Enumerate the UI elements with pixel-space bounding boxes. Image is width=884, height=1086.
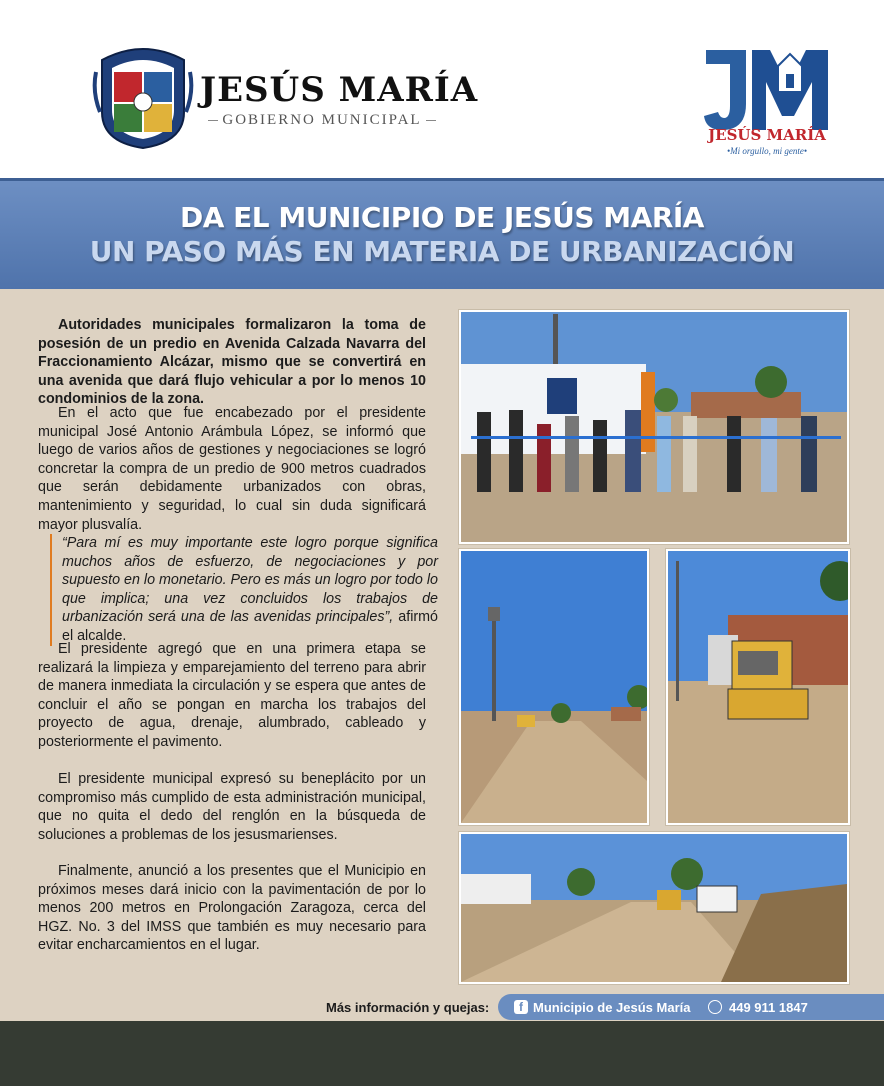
jm-logo-icon (700, 46, 834, 134)
quote-attribution: afirmó el alcalde. (62, 609, 438, 644)
whatsapp-number[interactable]: 449 911 1847 (729, 1000, 808, 1015)
article-lead: Autoridades municipales formalizaron la toma de posesión de un predio en Avenida Calzada Navarra del Fraccionamiento Alcázar, mismo que se convertirá en una avenida que dará flujo vehicular a por lo menos 10 condominios de la zona. (38, 317, 426, 408)
facebook-icon: f (514, 1000, 528, 1014)
photo-ribbon-cutting (459, 310, 849, 544)
article-paragraph: Finalmente, anunció a los presentes que el Municipio en próximos meses dará inicio con la pavimentación de por lo menos 200 metros en Prolongación Zaragoza, cerca del HGZ. No. 3 del IMSS que también es muy necesario para evitar encharcamientos en el lugar. (38, 863, 426, 954)
footer-band (0, 1021, 884, 1086)
brand-subtitle: GOBIERNO MUNICIPAL (212, 112, 432, 129)
headline-banner (0, 178, 884, 289)
article-paragraph: El presidente municipal expresó su beneplácito por un compromiso más cumplido de esta administración municipal, que no quita el dedo del renglón en la búsqueda de soluciones a problemas de los jesusmarienses. (38, 771, 426, 843)
header (0, 0, 884, 178)
headline-line-2: UN PASO MÁS EN MATERIA DE URBANIZACIÓN (89, 235, 795, 268)
jm-logo-tagline: •Mi orgullo, mi gente• (727, 146, 807, 156)
pull-quote (50, 534, 438, 646)
headline-line-1: DA EL MUNICIPIO DE JESÚS MARÍA (180, 201, 704, 234)
photo-road-antenna (459, 549, 649, 825)
article-paragraph: El presidente agregó que en una primera etapa se realizará la limpieza y emparejamiento del terreno para abrir de manera inmediata la circulación y se espera que antes de concluir el año se pongan en marcha los trabajos del proyecto de agua, drenaje, alumbrado, cableado y posteriormente el pavimento. (38, 641, 426, 750)
article-paragraph: En el acto que fue encabezado por el presidente municipal José Antonio Arámbula López, se informó que luego de varios años de gestiones y negociaciones se logró concretar la compra de un predio de 900 metros cuadrados que serán debidamente urbanizados con obras, mantenimiento y seguridad, lo cual sin duda significará mayor plusvalía. (38, 405, 426, 533)
municipal-crest-icon (92, 42, 194, 150)
jm-logo-name: JESÚS MARÍA (708, 126, 826, 144)
facebook-link[interactable]: Municipio de Jesús María (533, 1000, 691, 1015)
photo-backhoe (666, 549, 850, 825)
whatsapp-icon (708, 1000, 722, 1014)
contact-label: Más información y quejas: (326, 1000, 490, 1015)
quote-text: “Para mí es muy importante este logro porque significa muchos años de esfuerzo, de negociaciones y por supuesto en lo monetario. Pero es más un logro por todo lo que implica; una vez concluidos los trabajos de urbanización será una de las avenidas principales”, (62, 535, 438, 626)
photo-prolongacion-road (459, 832, 849, 984)
brand-title: JESÚS MARÍA (200, 70, 479, 110)
